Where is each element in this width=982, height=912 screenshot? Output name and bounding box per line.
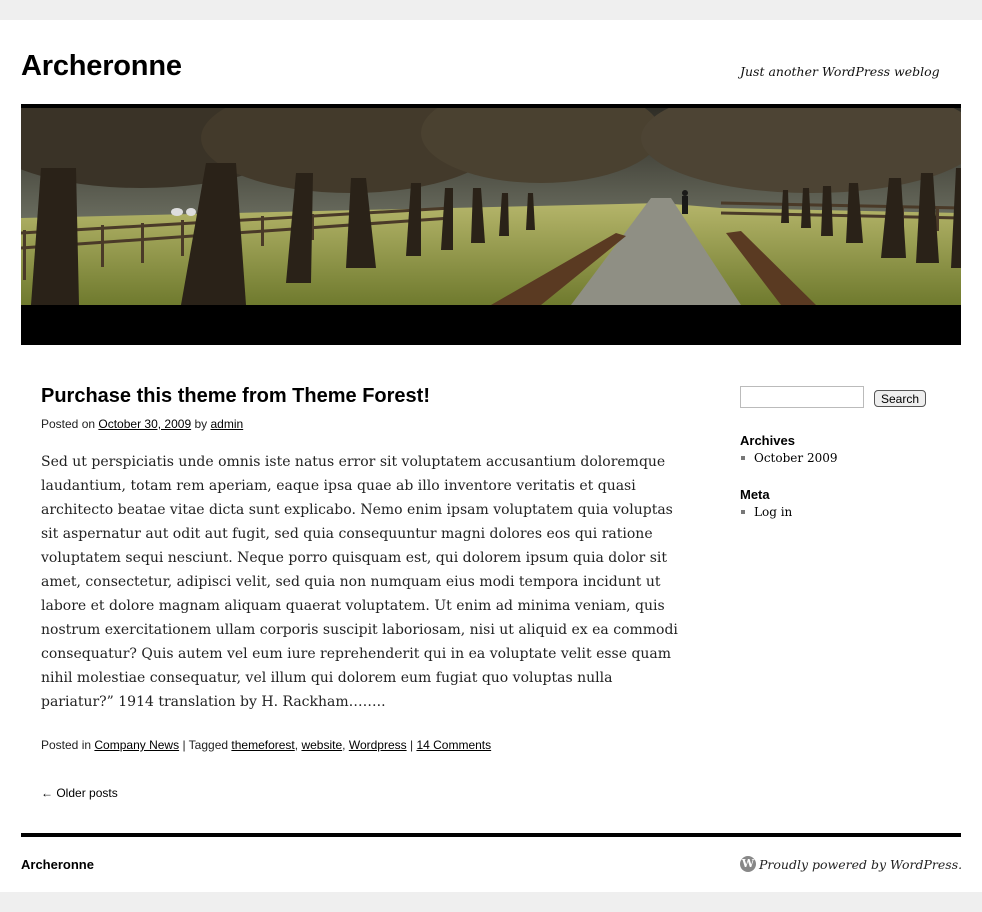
powered-by-link[interactable] — [740, 856, 962, 872]
category-link[interactable]: Company News — [94, 738, 180, 752]
search-button[interactable]: Search — [874, 390, 926, 407]
bullet-icon — [741, 510, 745, 514]
tagged-label: | Tagged — [182, 738, 229, 752]
powered-by-text: Proudly powered by WordPress. — [759, 856, 963, 872]
list-item — [740, 450, 837, 466]
search-input[interactable] — [740, 386, 864, 408]
posted-on-label: Posted on — [41, 417, 96, 431]
post-navigation — [41, 786, 118, 800]
tag-separator: , — [294, 738, 299, 752]
entry-utility — [41, 738, 491, 752]
meta-widget — [740, 487, 792, 520]
entry-meta — [41, 417, 243, 431]
tag-separator: , — [342, 738, 346, 752]
page-wrapper — [0, 20, 982, 892]
list-item — [740, 504, 792, 520]
older-posts-link[interactable] — [41, 786, 118, 800]
posted-in-label: Posted in — [41, 738, 92, 752]
comments-link[interactable]: 14 Comments — [416, 738, 492, 752]
entry-content: Sed ut perspiciatis unde omnis iste natus error sit voluptatem accusantium doloremque laudantium, totam rem aperiam, eaque ipsa quae ab illo inventore veritatis et quasi architecto beatae vitae dicta sunt explicabo. Nemo enim ipsam voluptatem quia voluptas sit aspernatur aut odit aut fugit, sed quia consequuntur magni dolores eos qui ratione voluptatem sequi nesciunt. Neque porro quisquam est, qui dolorem ipsum quia dolor sit amet, consectetur, adipisci velit, sed quia non numquam eius modi tempora incidunt ut labore et dolore magnam aliquam quaerat voluptatem. Ut enim ad minima veniam, quis nostrum exercitationem ullam corporis suscipit laboriosam, nisi ut aliquid ex ea commodi consequatur? Quis autem vel eum iure reprehenderit qui in ea voluptate velit esse quam nihil molestiae consequatur, vel illum qui dolorem eum fugiat quo voluptas nulla pariatur?” 1914 translation by H. Rackham…….. — [41, 454, 678, 710]
tag-link-website[interactable]: website — [301, 738, 343, 752]
post-date-link[interactable]: October 30, 2009 — [98, 417, 192, 431]
post-title[interactable]: Purchase this theme from Theme Forest! — [41, 385, 430, 407]
site-description: Just another WordPress weblog — [740, 64, 940, 79]
wordpress-logo-icon: W — [741, 857, 755, 870]
by-label: by — [194, 417, 208, 431]
login-link[interactable]: Log in — [754, 505, 793, 519]
comments-separator: | — [409, 738, 414, 752]
archives-widget — [740, 433, 837, 466]
author-link[interactable]: admin — [210, 417, 244, 431]
site-title[interactable]: Archeronne — [21, 50, 182, 82]
footer-site-title[interactable]: Archeronne — [21, 857, 94, 872]
bullet-icon — [741, 456, 745, 460]
archives-title: Archives — [740, 433, 795, 448]
footer-divider — [21, 833, 961, 837]
older-posts-label: Older posts — [56, 786, 118, 800]
tag-link-themeforest[interactable]: themeforest — [231, 738, 295, 752]
tag-link-wordpress[interactable]: Wordpress — [348, 738, 407, 752]
left-arrow-icon: ← — [41, 786, 53, 800]
meta-title: Meta — [740, 487, 770, 502]
header-image — [21, 108, 961, 305]
archive-link[interactable]: October 2009 — [754, 451, 838, 465]
nav-bar — [21, 305, 961, 345]
